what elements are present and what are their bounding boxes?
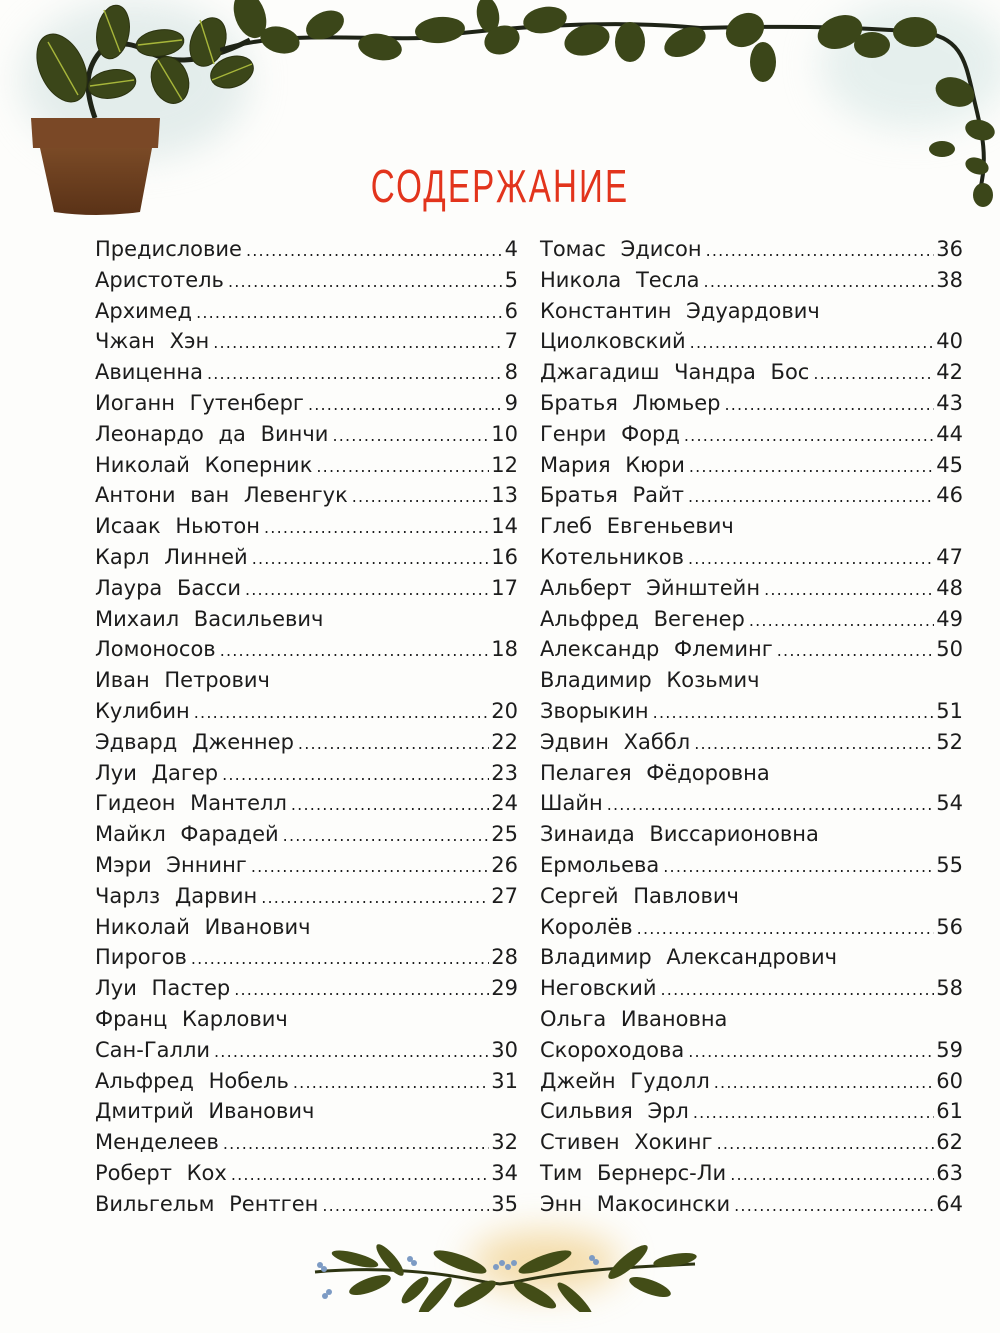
toc-page-number: 25: [491, 822, 518, 847]
toc-entry-name: Ермольева: [540, 852, 660, 877]
toc-entry[interactable]: [540, 727, 963, 758]
dot-leader: [689, 450, 934, 483]
page-title: СОДЕРЖАНИЕ: [370, 159, 630, 212]
toc-entry[interactable]: [95, 1158, 518, 1189]
toc-entry-name: Шайн: [540, 791, 603, 816]
toc-entry-name: Королёв: [540, 914, 633, 939]
toc-entry[interactable]: [95, 634, 518, 665]
toc-page-number: 13: [491, 483, 518, 508]
toc-entry-name: Альфред Вегенер: [540, 606, 745, 631]
toc-entry[interactable]: [95, 542, 518, 573]
toc-page-number: 12: [491, 452, 518, 477]
toc-entry-name: Эдвард Дженнер: [95, 729, 294, 754]
toc-entry[interactable]: [540, 234, 963, 265]
toc-entry[interactable]: [540, 1096, 963, 1127]
toc-entry[interactable]: [540, 1035, 963, 1066]
toc-page-number: 7: [504, 329, 518, 354]
dot-leader: [352, 480, 490, 513]
toc-entry-name: Дмитрий Иванович: [95, 1099, 315, 1124]
dot-leader: [293, 1066, 489, 1099]
dot-leader: [706, 234, 935, 267]
toc-page-number: 42: [936, 360, 963, 385]
dot-leader: [322, 1189, 489, 1222]
toc-entry-name: Чарлз Дарвин: [95, 883, 258, 908]
dot-leader: [222, 758, 489, 791]
toc-page-number: 35: [491, 1191, 518, 1216]
toc-entry[interactable]: [95, 1066, 518, 1097]
toc-left-column: [95, 234, 518, 1220]
dot-leader: [690, 326, 935, 359]
toc-entry[interactable]: [540, 1158, 963, 1189]
dot-leader: [308, 388, 503, 421]
dot-leader: [724, 388, 934, 421]
dot-leader: [291, 788, 489, 821]
toc-page-number: 46: [936, 483, 963, 508]
toc-entry[interactable]: [95, 326, 518, 357]
toc-page-number: 58: [936, 976, 963, 1001]
toc-entry[interactable]: [540, 357, 963, 388]
toc-entry[interactable]: [540, 758, 963, 789]
toc-entry-name: Исаак Ньютон: [95, 514, 261, 539]
toc-page-number: 52: [936, 729, 963, 754]
dot-leader: [749, 604, 934, 637]
dot-leader: [234, 973, 489, 1006]
toc-entry[interactable]: [95, 665, 518, 696]
toc-entry[interactable]: [540, 326, 963, 357]
toc-entry[interactable]: [540, 419, 963, 450]
toc-entry[interactable]: [95, 419, 518, 450]
toc-entry[interactable]: [95, 881, 518, 912]
toc-entry-name: Роберт Кох: [95, 1160, 227, 1185]
dot-leader: [223, 1127, 489, 1160]
toc-page-number: 20: [491, 698, 518, 723]
toc-entry-name: Стивен Хокинг: [540, 1130, 713, 1155]
toc-entry-name: Пелагея Фёдоровна: [540, 760, 770, 785]
toc-entry[interactable]: [540, 1066, 963, 1097]
toc-entry[interactable]: [540, 1004, 963, 1035]
toc-entry-name: Луи Пастер: [95, 976, 231, 1001]
toc-entry-name: Ломоносов: [95, 637, 216, 662]
dot-leader: [637, 912, 935, 945]
toc-entry-name: Владимир Козьмич: [540, 668, 760, 693]
dot-leader: [228, 265, 503, 298]
toc-entry-name: Джейн Гудолл: [540, 1068, 710, 1093]
toc-entry[interactable]: [540, 388, 963, 419]
toc-page-number: 47: [936, 544, 963, 569]
toc-entry[interactable]: [540, 296, 963, 327]
toc-entry[interactable]: [95, 819, 518, 850]
toc-page-number: 4: [504, 237, 518, 261]
toc-entry[interactable]: [95, 1189, 518, 1220]
dot-leader: [264, 511, 489, 544]
dot-leader: [191, 942, 489, 975]
toc-entry-name: Константин Эдуардович: [540, 298, 820, 323]
toc-entry[interactable]: [540, 1127, 963, 1158]
toc-page-number: 44: [936, 421, 963, 446]
toc-entry-name: Братья Люмьер: [540, 390, 721, 415]
toc-page-number: 63: [936, 1160, 963, 1185]
toc-page-number: 29: [491, 976, 518, 1001]
toc-entry-name: Томас Эдисон: [540, 237, 702, 261]
dot-leader: [813, 357, 934, 390]
toc-page-number: 34: [491, 1160, 518, 1185]
dot-leader: [764, 573, 934, 606]
toc-entry-name: Михаил Васильевич: [95, 606, 324, 631]
toc-entry-name: Глеб Евгеньевич: [540, 514, 734, 539]
toc-page-number: 55: [936, 852, 963, 877]
toc-entry-name: Сан-Галли: [95, 1037, 211, 1062]
toc-entry[interactable]: [540, 604, 963, 635]
toc-entry[interactable]: [95, 480, 518, 511]
dot-leader: [231, 1158, 489, 1191]
toc-entry-name: Генри Форд: [540, 421, 680, 446]
toc-entry[interactable]: [540, 450, 963, 481]
toc-entry[interactable]: [95, 788, 518, 819]
toc-page-number: 64: [936, 1191, 963, 1216]
toc-entry[interactable]: [95, 357, 518, 388]
toc-entry[interactable]: [95, 450, 518, 481]
dot-leader: [653, 696, 935, 729]
toc-entry-name: Владимир Александрович: [540, 945, 838, 970]
toc-page-number: 51: [936, 698, 963, 723]
toc-entry[interactable]: [95, 511, 518, 542]
dot-leader: [220, 634, 490, 667]
toc-page-number: 50: [936, 637, 963, 662]
toc-entry[interactable]: [540, 634, 963, 665]
toc-entry-name: Николай Коперник: [95, 452, 313, 477]
toc-page-number: 62: [936, 1130, 963, 1155]
dot-leader: [251, 850, 489, 883]
dot-leader: [693, 1096, 934, 1129]
toc-page-number: 43: [936, 390, 963, 415]
toc-page-number: 54: [936, 791, 963, 816]
toc-page-number: 17: [491, 575, 518, 600]
toc-entry[interactable]: [95, 604, 518, 635]
toc-entry[interactable]: [540, 973, 963, 1004]
dot-leader: [688, 542, 934, 575]
toc-entry[interactable]: [95, 758, 518, 789]
toc-entry[interactable]: [95, 942, 518, 973]
toc-page-number: 38: [936, 267, 963, 292]
toc-entry-name: Майкл Фарадей: [95, 822, 279, 847]
toc-entry-name: Иван Петрович: [95, 668, 270, 693]
toc-page-number: 18: [491, 637, 518, 662]
toc-entry[interactable]: [540, 788, 963, 819]
toc-entry-name: Карл Линней: [95, 544, 248, 569]
toc-page-number: 49: [936, 606, 963, 631]
dot-leader: [214, 1035, 489, 1068]
toc-entry-name: Александр Флеминг: [540, 637, 773, 662]
toc-entry-name: Чжан Хэн: [95, 329, 210, 354]
toc-entry[interactable]: [95, 1004, 518, 1035]
toc-entry-name: Леонардо да Винчи: [95, 421, 329, 446]
dot-leader: [246, 234, 503, 267]
toc-page-number: 45: [936, 452, 963, 477]
toc-page-number: 36: [936, 237, 963, 261]
toc-entry[interactable]: [95, 573, 518, 604]
toc-entry-name: Сильвия Эрл: [540, 1099, 689, 1124]
toc-page-number: 5: [504, 267, 518, 292]
toc-page-number: 23: [491, 760, 518, 785]
toc-entry-name: Никола Тесла: [540, 267, 700, 292]
dot-leader: [298, 727, 489, 760]
toc-entry[interactable]: [95, 973, 518, 1004]
toc-entry[interactable]: [540, 696, 963, 727]
toc-page-number: 56: [936, 914, 963, 939]
toc-page-number: 9: [504, 390, 518, 415]
toc-entry-name: Мария Кюри: [540, 452, 685, 477]
toc-page-number: 26: [491, 852, 518, 877]
toc-entry-name: Николай Иванович: [95, 914, 311, 939]
dot-leader: [316, 450, 489, 483]
dot-leader: [213, 326, 502, 359]
toc-entry[interactable]: [95, 1127, 518, 1158]
toc-entry-name: Альберт Эйнштейн: [540, 575, 761, 600]
dot-leader: [777, 634, 935, 667]
toc-entry[interactable]: [95, 912, 518, 943]
toc-entry[interactable]: [95, 296, 518, 327]
toc-entry-name: Альфред Нобель: [95, 1068, 289, 1093]
toc-entry-name: Джагадиш Чандра Бос: [540, 360, 810, 385]
toc-entry[interactable]: [95, 234, 518, 265]
toc-page-number: 24: [491, 791, 518, 816]
toc-entry[interactable]: [95, 850, 518, 881]
toc-page-number: 61: [936, 1099, 963, 1124]
dot-leader: [207, 357, 503, 390]
toc-entry[interactable]: [540, 912, 963, 943]
toc-page-number: 28: [491, 945, 518, 970]
toc-entry-name: Энн Макосински: [540, 1191, 731, 1216]
toc-entry-name: Зворыкин: [540, 698, 649, 723]
toc-entry-name: Сергей Павлович: [540, 883, 739, 908]
toc-entry[interactable]: [540, 542, 963, 573]
dot-leader: [694, 727, 934, 760]
toc-entry-name: Братья Райт: [540, 483, 684, 508]
dot-leader: [332, 419, 489, 452]
dot-leader: [661, 973, 935, 1006]
toc-entry[interactable]: [540, 942, 963, 973]
toc-entry[interactable]: [540, 881, 963, 912]
toc-entry[interactable]: [540, 665, 963, 696]
toc-page-number: 16: [491, 544, 518, 569]
toc-entry[interactable]: [95, 696, 518, 727]
toc-entry-name: Луи Дагер: [95, 760, 219, 785]
laurel-branch-icon: [310, 1232, 700, 1312]
dot-leader: [717, 1127, 935, 1160]
toc-entry[interactable]: [95, 388, 518, 419]
dot-leader: [730, 1158, 934, 1191]
toc-entry-name: Зинаида Виссарионовна: [540, 822, 819, 847]
toc-page-number: 27: [491, 883, 518, 908]
dot-leader: [684, 419, 934, 452]
dot-leader: [245, 573, 489, 606]
toc-entry-name: Циолковский: [540, 329, 686, 354]
toc-entry[interactable]: [540, 480, 963, 511]
toc-page-number: 30: [491, 1037, 518, 1062]
toc-entry[interactable]: [540, 1189, 963, 1220]
toc-entry-name: Кулибин: [95, 698, 190, 723]
toc-page-number: 59: [936, 1037, 963, 1062]
toc-entry[interactable]: [540, 819, 963, 850]
toc-entry[interactable]: [540, 511, 963, 542]
toc-entry-name: Иоганн Гутенберг: [95, 390, 304, 415]
toc-page-number: 6: [504, 298, 518, 323]
toc-entry-name: Гидеон Мантелл: [95, 791, 287, 816]
dot-leader: [196, 296, 503, 329]
toc-entry-name: Скороходова: [540, 1037, 685, 1062]
toc-entry-name: Аристотель: [95, 267, 224, 292]
toc-entry-name: Лаура Басси: [95, 575, 241, 600]
toc-entry[interactable]: [540, 573, 963, 604]
toc-page-number: 60: [936, 1068, 963, 1093]
toc-entry-name: Архимед: [95, 298, 193, 323]
toc-entry-name: Менделеев: [95, 1130, 219, 1155]
dot-leader: [688, 1035, 934, 1068]
toc-entry[interactable]: [95, 1035, 518, 1066]
dot-leader: [704, 265, 935, 298]
toc-page-number: 8: [504, 360, 518, 385]
toc-entry-name: Предисловие: [95, 237, 242, 261]
toc-entry[interactable]: [95, 265, 518, 296]
toc-page-number: 40: [936, 329, 963, 354]
dot-leader: [663, 850, 934, 883]
dot-leader: [607, 788, 935, 821]
toc-entry-name: Эдвин Хаббл: [540, 729, 691, 754]
toc-page-number: 32: [491, 1130, 518, 1155]
dot-leader: [283, 819, 490, 852]
toc-entry-name: Неговский: [540, 976, 657, 1001]
toc-entry[interactable]: [95, 727, 518, 758]
toc-page-number: 14: [491, 514, 518, 539]
dot-leader: [252, 542, 490, 575]
dot-leader: [194, 696, 490, 729]
toc-page-number: 31: [491, 1068, 518, 1093]
toc-entry-name: Пирогов: [95, 945, 187, 970]
dot-leader: [688, 480, 934, 513]
toc-entry[interactable]: [95, 1096, 518, 1127]
toc-page-number: 48: [936, 575, 963, 600]
toc-entry-name: Вильгельм Рентген: [95, 1191, 319, 1216]
dot-leader: [714, 1066, 935, 1099]
toc-page-number: 10: [491, 421, 518, 446]
toc-right-column: [540, 234, 963, 1220]
toc-entry-name: Ольга Ивановна: [540, 1006, 728, 1031]
toc-entry-name: Котельников: [540, 544, 684, 569]
dot-leader: [734, 1189, 934, 1222]
toc-entry[interactable]: [540, 850, 963, 881]
toc-entry[interactable]: [540, 265, 963, 296]
toc-entry-name: Франц Карлович: [95, 1006, 288, 1031]
toc-entry-name: Тим Бернерс-Ли: [540, 1160, 727, 1185]
toc-page-number: 22: [491, 729, 518, 754]
dot-leader: [261, 881, 489, 914]
toc-entry-name: Авиценна: [95, 360, 203, 385]
toc-entry-name: Антони ван Левенгук: [95, 483, 348, 508]
toc-entry-name: Мэри Эннинг: [95, 852, 247, 877]
